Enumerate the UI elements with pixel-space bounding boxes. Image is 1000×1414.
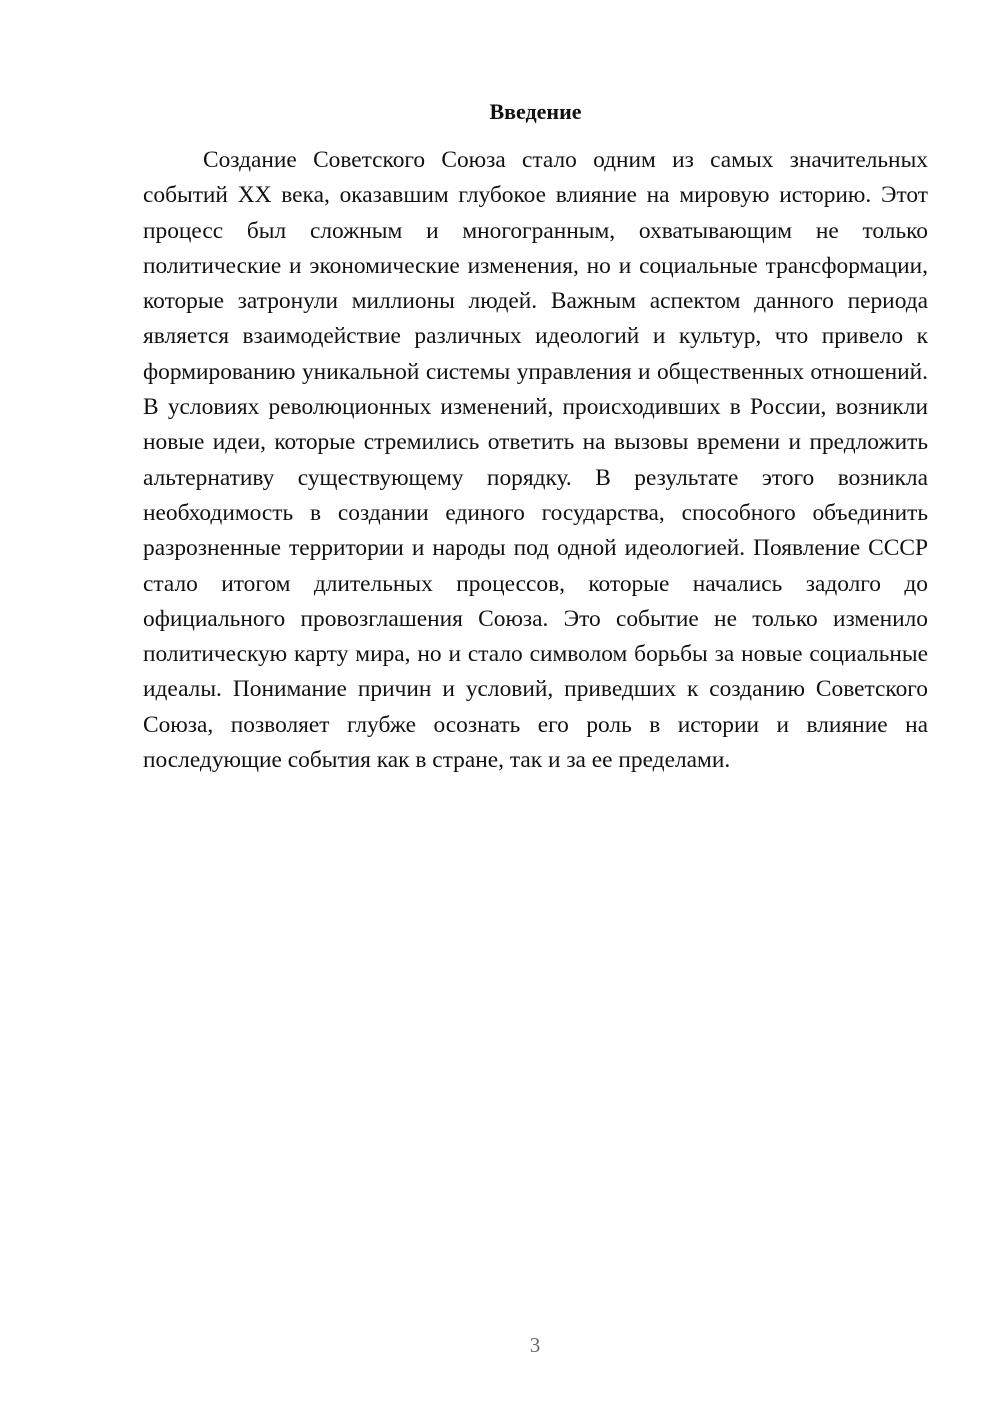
section-heading: Введение <box>489 99 582 124</box>
page-number: 3 <box>529 1333 541 1357</box>
body-paragraph: Создание Советского Союза стало одним из самых значительных событий XX века, оказавшим глубокое влияние на мировую историю. Этот процесс был сложным и многогранным, охватывающим не только политические и экономические изменения, но и социальные трансформации, которые затронули миллионы людей. Важным аспектом данного периода является взаимодействие различных идеологий и культур, что привело к формированию уникальной системы управления и общественных отношений. В условиях революционных изменений, происходивших в России, возникли новые идеи, которые стремились ответить на вызовы времени и предложить альтернативу существующему порядку. В результате этого возникла необходимость в создании единого государства, способного объединить разрозненные территории и народы под одной идеологией. Появление СССР стало итогом длительных процессов, которые начались задолго до официального провозглашения Союза. Это событие не только изменило политическую карту мира, но и стало символом борьбы за новые социальные идеалы. Понимание причин и условий, приведших к созданию Советского Союза, позволяет глубже осознать его роль в истории и влияние на последующие события как в стране, так и за ее пределами. <box>143 147 928 774</box>
